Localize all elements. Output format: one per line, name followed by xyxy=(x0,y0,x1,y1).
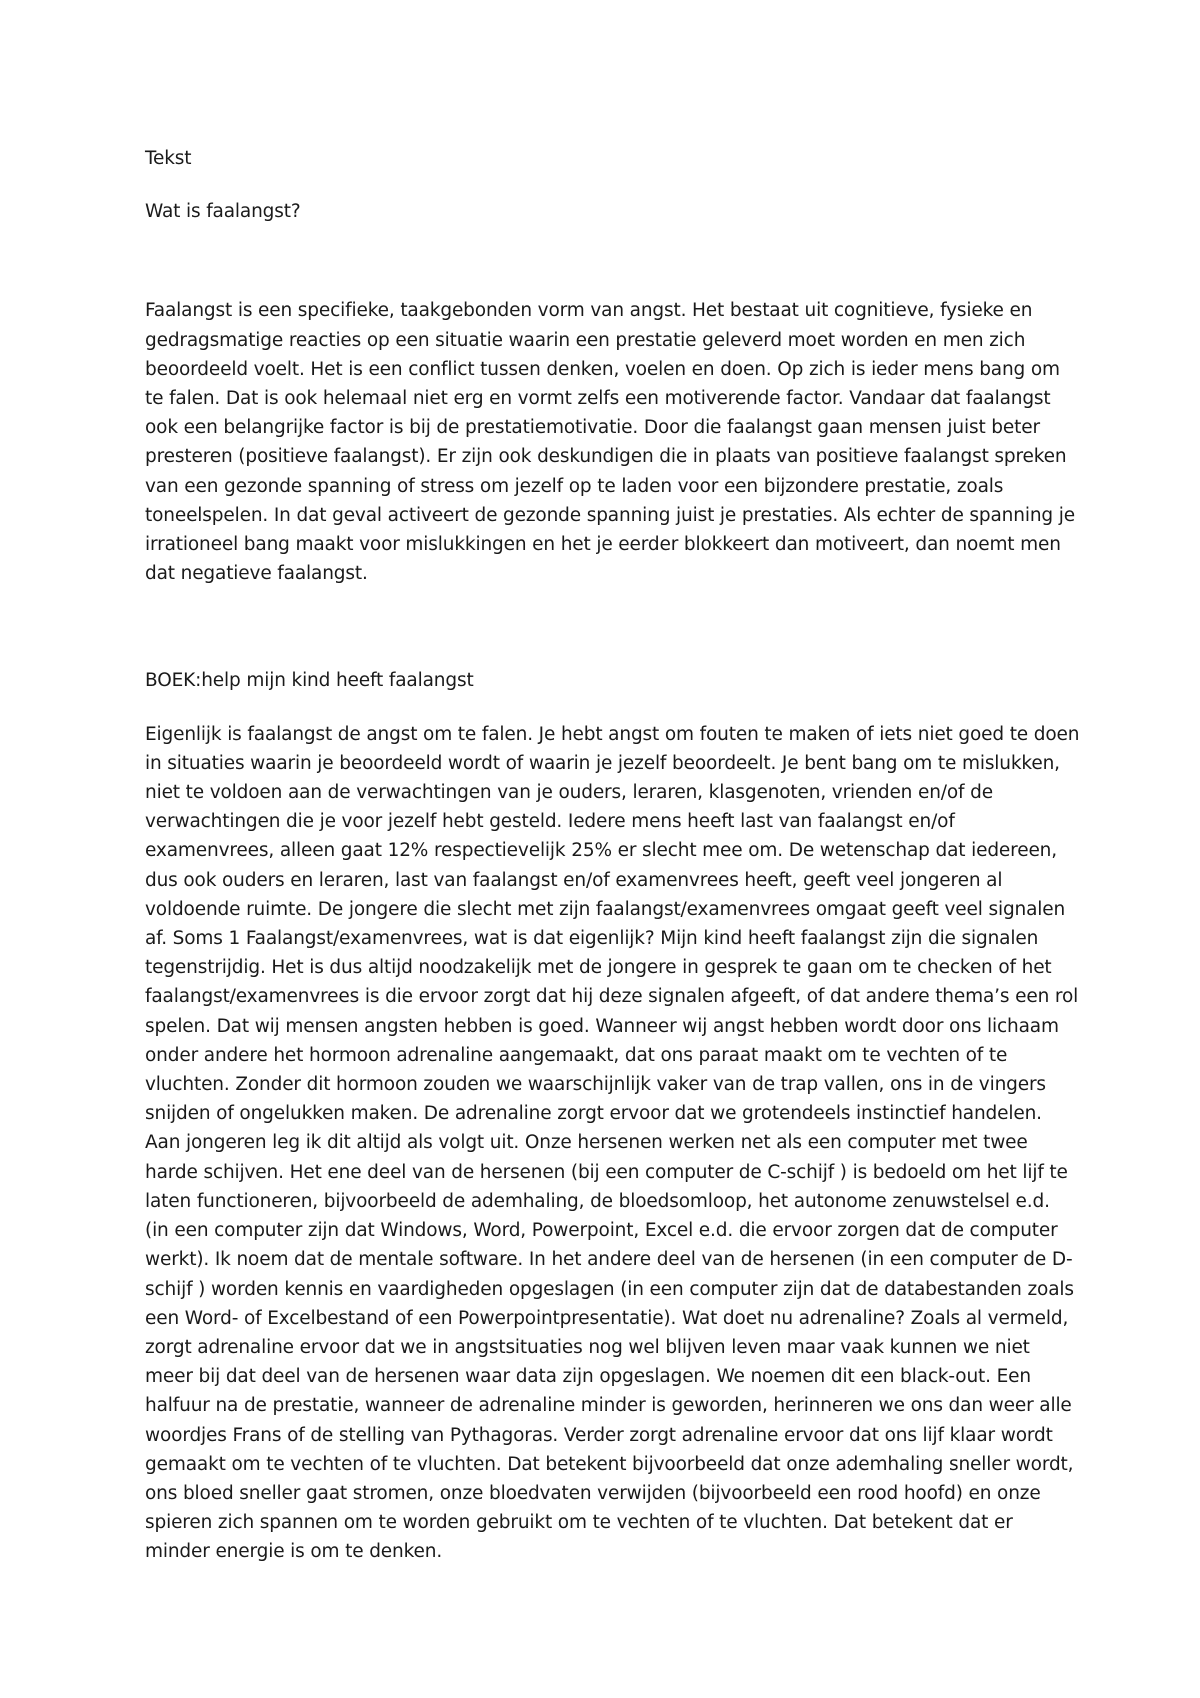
text-line: af. Soms 1 Faalangst/examenvrees, wat is dat eigenlijk? Mijn kind heeft faalangst zijn die signalen xyxy=(145,928,1039,950)
paragraph-book-excerpt xyxy=(145,720,1080,1567)
text-line: spelen. Dat wij mensen angsten hebben is goed. Wanneer wij angst hebben wordt door ons lichaam xyxy=(145,1015,1059,1037)
text-line: te falen. Dat is ook helemaal niet erg en vormt zelfs een motiverende factor. Vandaar dat faalangst xyxy=(145,388,1051,410)
text-line: snijden of ongelukken maken. De adrenaline zorgt ervoor dat we grotendeels instinctief handelen. xyxy=(145,1103,1042,1125)
text-line: woordjes Frans of de stelling van Pythagoras. Verder zorgt adrenaline ervoor dat ons lijf klaar wordt xyxy=(145,1424,1053,1446)
text-line: ook een belangrijke factor is bij de prestatiemotivatie. Door die faalangst gaan mensen juist beter xyxy=(145,417,1040,439)
text-line: Faalangst is een specifieke, taakgebonden vorm van angst. Het bestaat uit cognitieve, fysieke en xyxy=(145,300,1033,322)
text-line: van een gezonde spanning of stress om jezelf op te laden voor een bijzondere prestatie, zoals xyxy=(145,475,1004,497)
paragraph-definition xyxy=(145,296,1075,588)
text-line: toneelspelen. In dat geval activeert de gezonde spanning juist je prestaties. Als echter de spanning je xyxy=(145,504,1075,526)
text-line: zorgt adrenaline ervoor dat we in angstsituaties nog wel blijven leven maar vaak kunnen we niet xyxy=(145,1336,1030,1358)
text-line: presteren (positieve faalangst). Er zijn ook deskundigen die in plaats van positieve faalangst spreken xyxy=(145,446,1067,468)
text-line: gemaakt om te vechten of te vluchten. Dat betekent bijvoorbeeld dat onze ademhaling sneller wordt, xyxy=(145,1453,1074,1475)
text-line: dus ook ouders en leraren, last van faalangst en/of examenvrees heeft, geeft veel jongeren al xyxy=(145,869,1003,891)
text-line: voldoende ruimte. De jongere die slecht met zijn faalangst/examenvrees omgaat geeft veel signalen xyxy=(145,898,1066,920)
text-line: in situaties waarin je beoordeeld wordt of waarin je jezelf beoordeelt. Je bent bang om te mislukken, xyxy=(145,752,1060,774)
text-line: irrationeel bang maakt voor mislukkingen en het je eerder blokkeert dan motiveert, dan noemt men xyxy=(145,534,1061,556)
text-line: een Word- of Excelbestand of een Powerpointpresentatie). Wat doet nu adrenaline? Zoals al vermeld, xyxy=(145,1307,1069,1329)
book-title: BOEK:help mijn kind heeft faalangst xyxy=(145,670,474,692)
document-body xyxy=(145,144,1080,1567)
text-line: verwachtingen die je voor jezelf hebt gesteld. Iedere mens heeft last van faalangst en/of xyxy=(145,811,955,833)
text-line: vluchten. Zonder dit hormoon zouden we waarschijnlijk vaker van de trap vallen, ons in de vingers xyxy=(145,1074,1046,1096)
text-line: werkt). Ik noem dat de mentale software. In het andere deel van de hersenen (in een computer de D- xyxy=(145,1249,1073,1271)
text-line: halfuur na de prestatie, wanneer de adrenaline minder is geworden, herinneren we ons dan weer alle xyxy=(145,1395,1072,1417)
text-line: beoordeeld voelt. Het is een conflict tussen denken, voelen en doen. Op zich is ieder mens bang om xyxy=(145,358,1060,380)
text-line: examenvrees, alleen gaat 12% respectievelijk 25% er slecht mee om. De wetenschap dat iedereen, xyxy=(145,840,1057,862)
text-line: ons bloed sneller gaat stromen, onze bloedvaten verwijden (bijvoorbeeld een rood hoofd) en onze xyxy=(145,1482,1041,1504)
text-line: (in een computer zijn dat Windows, Word, Powerpoint, Excel e.d. die ervoor zorgen dat de computer xyxy=(145,1220,1058,1242)
text-line: meer bij dat deel van de hersenen waar data zijn opgeslagen. We noemen dit een black-out. Een xyxy=(145,1366,1031,1388)
section-heading: Wat is faalangst? xyxy=(145,201,301,223)
text-line: onder andere het hormoon adrenaline aangemaakt, dat ons paraat maakt om te vechten of te xyxy=(145,1044,1008,1066)
text-line: tegenstrijdig. Het is dus altijd noodzakelijk met de jongere in gesprek te gaan om te checken of het xyxy=(145,957,1052,979)
text-line: faalangst/examenvrees is die ervoor zorgt dat hij deze signalen afgeeft, of dat andere thema’s een rol xyxy=(145,986,1079,1008)
text-line: minder energie is om te denken. xyxy=(145,1541,443,1563)
text-line: dat negatieve faalangst. xyxy=(145,563,368,585)
text-line: gedragsmatige reacties op een situatie waarin een prestatie geleverd moet worden en men zich xyxy=(145,329,1026,351)
text-line: spieren zich spannen om te worden gebruikt om te vechten of te vluchten. Dat betekent dat er xyxy=(145,1512,1013,1534)
text-line: Eigenlijk is faalangst de angst om te falen. Je hebt angst om fouten te maken of iets niet goed te doen xyxy=(145,723,1080,745)
document-label: Tekst xyxy=(145,148,192,169)
text-line: schijf ) worden kennis en vaardigheden opgeslagen (in een computer zijn dat de databestanden zoals xyxy=(145,1278,1074,1300)
text-line: Aan jongeren leg ik dit altijd als volgt uit. Onze hersenen werken net als een computer met twee xyxy=(145,1132,1028,1154)
text-line: niet te voldoen aan de verwachtingen van je ouders, leraren, klasgenoten, vrienden en/of de xyxy=(145,782,993,804)
text-line: harde schijven. Het ene deel van de hersenen (bij een computer de C-schijf ) is bedoeld om het lijf te xyxy=(145,1161,1068,1183)
text-line: laten functioneren, bijvoorbeeld de ademhaling, de bloedsomloop, het autonome zenuwstelsel e.d. xyxy=(145,1190,1050,1212)
